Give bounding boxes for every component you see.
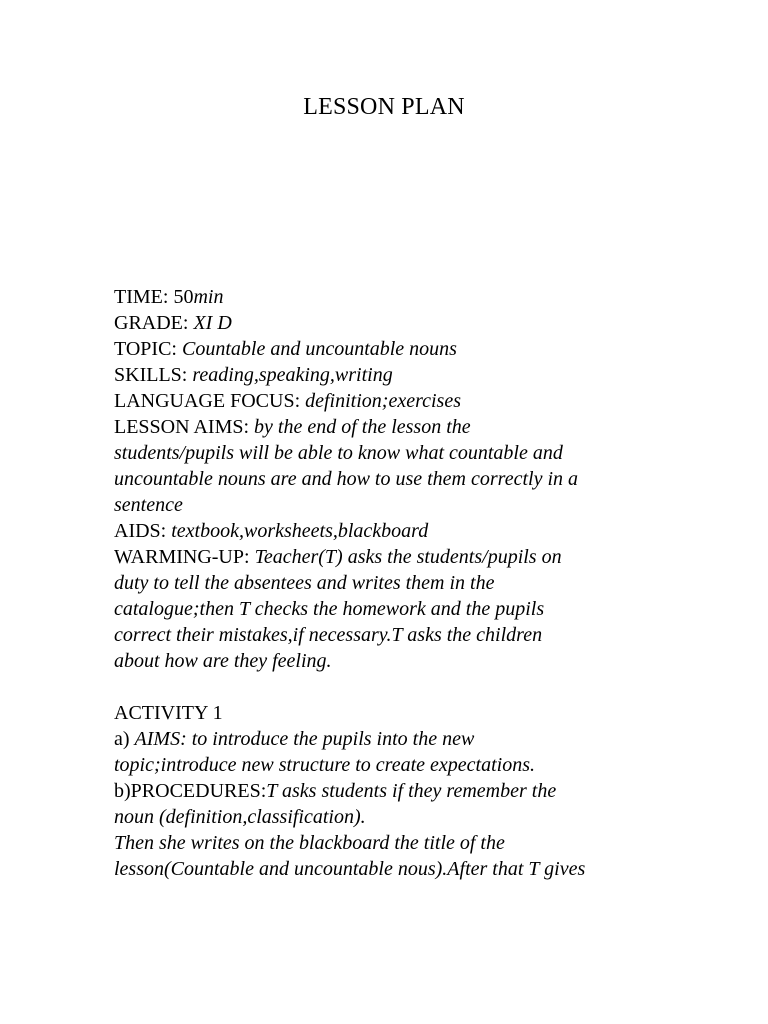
language-focus-value: definition;exercises xyxy=(305,390,461,412)
lesson-aims-text: uncountable nouns are and how to use them correctly in a xyxy=(114,468,579,490)
aids-label: AIDS: xyxy=(114,520,172,542)
warming-up-label: WARMING-UP: xyxy=(114,546,255,568)
aids-value: textbook,worksheets,blackboard xyxy=(171,520,429,542)
activity-1-procedures-text: Then she writes on the blackboard the title of the xyxy=(114,832,505,854)
topic-line xyxy=(114,336,734,362)
lesson-aims-text: sentence xyxy=(114,494,183,516)
lesson-aims-line xyxy=(114,414,734,440)
lesson-aims-text: by the end of the lesson the xyxy=(254,416,471,438)
grade-value: XI D xyxy=(193,312,232,334)
activity-1-aims-prefix: a) xyxy=(114,728,135,750)
warming-up-text: correct their mistakes,if necessary.T asks the children xyxy=(114,624,543,646)
paragraph-spacer xyxy=(114,674,734,700)
skills-label: SKILLS: xyxy=(114,364,193,386)
activity-1-heading: ACTIVITY 1 xyxy=(114,702,223,724)
lesson-aims-text: students/pupils will be able to know what countable and xyxy=(114,442,563,464)
language-focus-line xyxy=(114,388,734,414)
topic-value: Countable and uncountable nouns xyxy=(181,338,457,360)
activity-1-procedures-text: noun (definition,classification). xyxy=(114,806,366,828)
lesson-aims-label: LESSON AIMS: xyxy=(114,416,255,438)
activity-1-aims-line xyxy=(114,726,734,752)
aids-line xyxy=(114,518,734,544)
time-value-number: 50 xyxy=(173,286,194,308)
activity-1-procedures-line xyxy=(114,778,734,804)
activity-1-procedures-text: lesson(Countable and uncountable nous).After that T gives xyxy=(114,858,586,880)
warming-up-text: Teacher(T) asks the students/pupils on xyxy=(254,546,562,568)
skills-line xyxy=(114,362,734,388)
page-title: LESSON PLAN xyxy=(303,94,465,120)
time-line xyxy=(114,284,734,310)
topic-label: TOPIC: xyxy=(114,338,182,360)
time-value-unit: min xyxy=(193,286,224,308)
warming-up-text: about how are they feeling. xyxy=(114,650,332,672)
warming-up-text: catalogue;then T checks the homework and the pupils xyxy=(114,598,545,620)
activity-1-aims-text: to introduce the pupils into the new xyxy=(186,728,475,750)
skills-value: reading,speaking,writing xyxy=(192,364,393,386)
lesson-plan-body xyxy=(114,284,734,882)
grade-label: GRADE: xyxy=(114,312,194,334)
activity-1-aims-label: AIMS: xyxy=(134,728,187,750)
time-label: TIME: xyxy=(114,286,174,308)
activity-1-procedures-label: b)PROCEDURES: xyxy=(114,780,267,802)
warming-up-line xyxy=(114,544,734,570)
language-focus-label: LANGUAGE FOCUS: xyxy=(114,390,306,412)
activity-1-aims-text: topic;introduce new structure to create expectations. xyxy=(114,754,535,776)
activity-1-procedures-text: T asks students if they remember the xyxy=(266,780,557,802)
warming-up-text: duty to tell the absentees and writes them in the xyxy=(114,572,495,594)
grade-line xyxy=(114,310,734,336)
